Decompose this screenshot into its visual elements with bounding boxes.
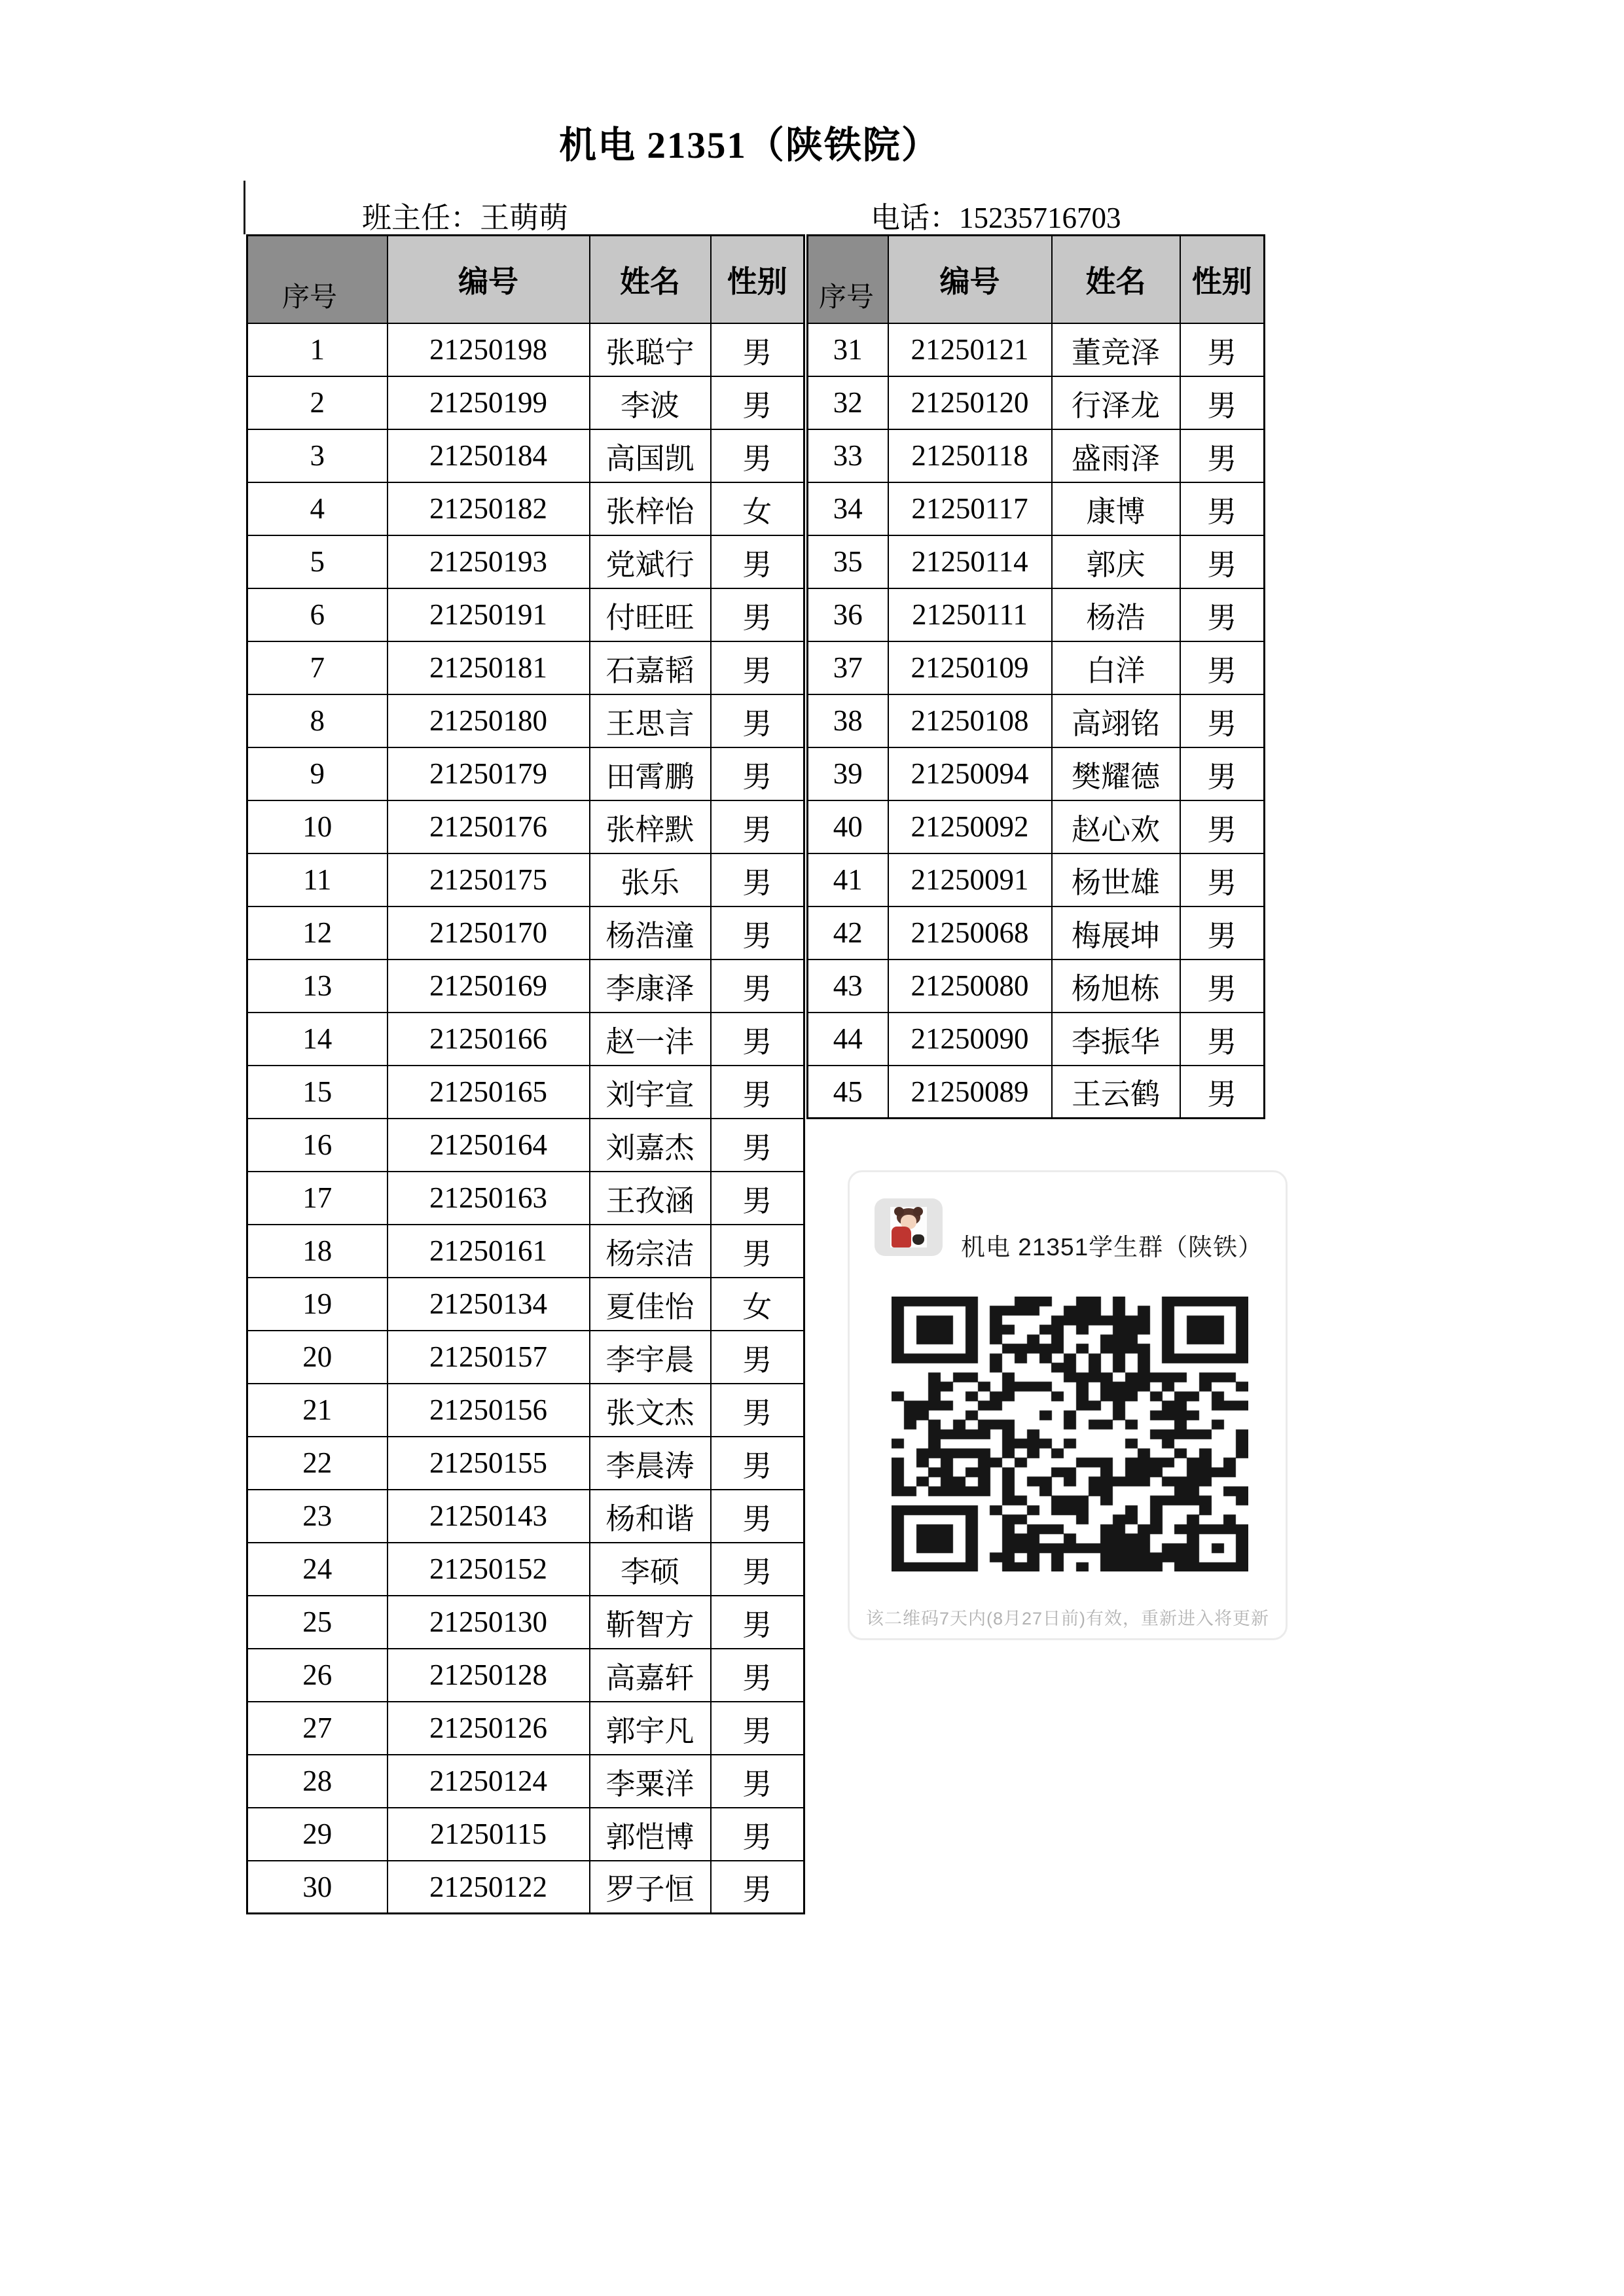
header-no: 序号 (808, 236, 888, 323)
table-row (247, 1119, 804, 1172)
header-id: 编号 (888, 236, 1052, 323)
cell-gender: 男 (711, 1490, 804, 1543)
cell-id: 21250165 (388, 1066, 590, 1119)
cell-no: 29 (247, 1808, 388, 1861)
cell-no: 2 (247, 376, 388, 429)
cell-name: 张聪宁 (590, 323, 711, 376)
table-row (808, 747, 1265, 800)
cell-id: 21250089 (888, 1066, 1052, 1119)
cell-no: 44 (808, 1013, 888, 1066)
table-row (808, 960, 1265, 1013)
cell-id: 21250182 (388, 482, 590, 535)
avatar-held-object (912, 1234, 924, 1245)
table-row (808, 1013, 1265, 1066)
cell-name: 刘宇宣 (590, 1066, 711, 1119)
header-id: 编号 (388, 236, 590, 323)
cell-no: 4 (247, 482, 388, 535)
table-row (247, 1702, 804, 1755)
cell-name: 王云鹤 (1052, 1066, 1180, 1119)
cell-no: 22 (247, 1437, 388, 1490)
table-row (808, 323, 1265, 376)
cell-id: 21250122 (388, 1861, 590, 1914)
table-row (247, 641, 804, 694)
cell-no: 17 (247, 1172, 388, 1225)
table-row (247, 1331, 804, 1384)
table-row (247, 323, 804, 376)
cell-name: 杨浩潼 (590, 906, 711, 960)
cell-gender: 男 (711, 1437, 804, 1490)
cell-name: 郭庆 (1052, 535, 1180, 588)
table-row (247, 1384, 804, 1437)
table-row (808, 588, 1265, 641)
cell-name: 党斌行 (590, 535, 711, 588)
cell-gender: 男 (1180, 588, 1265, 641)
cell-gender: 男 (711, 323, 804, 376)
cell-id: 21250180 (388, 694, 590, 747)
cell-gender: 男 (1180, 906, 1265, 960)
cell-no: 42 (808, 906, 888, 960)
cell-id: 21250163 (388, 1172, 590, 1225)
cell-no: 15 (247, 1066, 388, 1119)
table-row (247, 376, 804, 429)
cell-no: 36 (808, 588, 888, 641)
table-row (808, 429, 1265, 482)
cell-name: 张乐 (590, 853, 711, 906)
cell-name: 高嘉轩 (590, 1649, 711, 1702)
table-row (247, 1278, 804, 1331)
cell-id: 21250114 (888, 535, 1052, 588)
cell-name: 董竞泽 (1052, 323, 1180, 376)
cell-no: 7 (247, 641, 388, 694)
cell-no: 39 (808, 747, 888, 800)
cell-name: 李波 (590, 376, 711, 429)
cell-gender: 男 (1180, 960, 1265, 1013)
cell-id: 21250184 (388, 429, 590, 482)
cell-gender: 男 (711, 800, 804, 853)
cell-no: 23 (247, 1490, 388, 1543)
cell-name: 赵心欢 (1052, 800, 1180, 853)
cell-id: 21250092 (888, 800, 1052, 853)
cell-gender: 男 (711, 1119, 804, 1172)
cell-id: 21250109 (888, 641, 1052, 694)
cell-gender: 男 (1180, 376, 1265, 429)
cell-name: 杨浩 (1052, 588, 1180, 641)
cell-name: 高翊铭 (1052, 694, 1180, 747)
avatar-hair-bun-left (894, 1207, 904, 1216)
cell-id: 21250117 (888, 482, 1052, 535)
cell-no: 12 (247, 906, 388, 960)
cell-gender: 男 (711, 429, 804, 482)
cell-id: 21250118 (888, 429, 1052, 482)
cell-id: 21250166 (388, 1013, 590, 1066)
cell-gender: 男 (711, 1596, 804, 1649)
cell-name: 杨宗洁 (590, 1225, 711, 1278)
cell-no: 14 (247, 1013, 388, 1066)
cell-id: 21250091 (888, 853, 1052, 906)
cell-no: 25 (247, 1596, 388, 1649)
cell-no: 3 (247, 429, 388, 482)
cell-name: 李硕 (590, 1543, 711, 1596)
group-name: 机电 21351学生群（陕铁） (961, 1234, 1263, 1261)
cell-name: 刘嘉杰 (590, 1119, 711, 1172)
cell-no: 41 (808, 853, 888, 906)
cell-gender: 男 (711, 376, 804, 429)
cell-id: 21250134 (388, 1278, 590, 1331)
cell-name: 白洋 (1052, 641, 1180, 694)
phone-label: 电话：15235716703 (871, 202, 1121, 234)
avatar-girl-icon (890, 1207, 927, 1247)
cell-id: 21250080 (888, 960, 1052, 1013)
roster-table-right (806, 234, 1265, 1119)
table-row (247, 1437, 804, 1490)
cell-id: 21250164 (388, 1119, 590, 1172)
table-row (247, 588, 804, 641)
cell-gender: 男 (711, 1225, 804, 1278)
cell-name: 梅展坤 (1052, 906, 1180, 960)
cell-id: 21250198 (388, 323, 590, 376)
cell-id: 21250094 (888, 747, 1052, 800)
header-gender: 性别 (711, 236, 804, 323)
cell-no: 30 (247, 1861, 388, 1914)
cell-id: 21250152 (388, 1543, 590, 1596)
cell-id: 21250170 (388, 906, 590, 960)
table-row (247, 1755, 804, 1808)
cell-id: 21250121 (888, 323, 1052, 376)
table-row (808, 376, 1265, 429)
cell-name: 赵一沣 (590, 1013, 711, 1066)
cell-id: 21250191 (388, 588, 590, 641)
cell-name: 郭宇凡 (590, 1702, 711, 1755)
cell-id: 21250155 (388, 1437, 590, 1490)
cell-id: 21250128 (388, 1649, 590, 1702)
table-row (247, 1596, 804, 1649)
cell-gender: 男 (711, 1066, 804, 1119)
cell-gender: 男 (711, 1013, 804, 1066)
cell-name: 王孜涵 (590, 1172, 711, 1225)
cell-gender: 男 (1180, 694, 1265, 747)
cell-no: 24 (247, 1543, 388, 1596)
table-row (247, 800, 804, 853)
table-row (808, 641, 1265, 694)
cell-id: 21250161 (388, 1225, 590, 1278)
cell-name: 李康泽 (590, 960, 711, 1013)
cell-name: 王思言 (590, 694, 711, 747)
cell-no: 43 (808, 960, 888, 1013)
cell-no: 18 (247, 1225, 388, 1278)
cell-no: 9 (247, 747, 388, 800)
cell-no: 16 (247, 1119, 388, 1172)
cell-gender: 男 (1180, 323, 1265, 376)
header-name: 姓名 (1052, 236, 1180, 323)
table-row (247, 694, 804, 747)
table-row (247, 853, 804, 906)
cell-id: 21250124 (388, 1755, 590, 1808)
table-row (808, 482, 1265, 535)
cell-id: 21250120 (888, 376, 1052, 429)
cell-name: 张文杰 (590, 1384, 711, 1437)
cell-no: 5 (247, 535, 388, 588)
cell-gender: 男 (711, 1172, 804, 1225)
cell-id: 21250126 (388, 1702, 590, 1755)
cell-no: 27 (247, 1702, 388, 1755)
table-row (247, 1808, 804, 1861)
cell-name: 夏佳怡 (590, 1278, 711, 1331)
table-row (808, 1066, 1265, 1119)
cell-id: 21250157 (388, 1331, 590, 1384)
cell-no: 10 (247, 800, 388, 853)
qr-validity-caption: 该二维码7天内(8月27日前)有效，重新进入将更新 (865, 1609, 1270, 1628)
cell-name: 康博 (1052, 482, 1180, 535)
cell-gender: 男 (711, 1808, 804, 1861)
table-row (247, 1013, 804, 1066)
header-row (247, 236, 804, 323)
cell-name: 罗子恒 (590, 1861, 711, 1914)
cell-id: 21250130 (388, 1596, 590, 1649)
cell-name: 杨旭栋 (1052, 960, 1180, 1013)
cell-id: 21250143 (388, 1490, 590, 1543)
cell-no: 34 (808, 482, 888, 535)
table-row (247, 429, 804, 482)
cell-name: 李粟洋 (590, 1755, 711, 1808)
cell-no: 40 (808, 800, 888, 853)
group-avatar (875, 1198, 943, 1256)
cell-id: 21250193 (388, 535, 590, 588)
cell-gender: 男 (1180, 641, 1265, 694)
cell-gender: 男 (1180, 853, 1265, 906)
cell-gender: 男 (1180, 482, 1265, 535)
cell-id: 21250156 (388, 1384, 590, 1437)
cell-name: 樊耀德 (1052, 747, 1180, 800)
cell-gender: 男 (1180, 1013, 1265, 1066)
cell-name: 田霄鹏 (590, 747, 711, 800)
cell-gender: 男 (711, 1861, 804, 1914)
cell-gender: 男 (711, 1384, 804, 1437)
table-row (808, 906, 1265, 960)
cell-id: 21250108 (888, 694, 1052, 747)
cell-gender: 男 (711, 1331, 804, 1384)
cell-gender: 男 (711, 853, 804, 906)
table-row (247, 906, 804, 960)
cell-gender: 男 (711, 960, 804, 1013)
table-row (247, 1225, 804, 1278)
cell-gender: 男 (1180, 747, 1265, 800)
cell-gender: 女 (711, 1278, 804, 1331)
table-row (808, 694, 1265, 747)
cell-no: 45 (808, 1066, 888, 1119)
cell-id: 21250068 (888, 906, 1052, 960)
cell-id: 21250181 (388, 641, 590, 694)
header-name: 姓名 (590, 236, 711, 323)
cell-no: 31 (808, 323, 888, 376)
cell-name: 靳智方 (590, 1596, 711, 1649)
qr-code (892, 1297, 1248, 1571)
cell-gender: 男 (711, 1543, 804, 1596)
cell-gender: 男 (711, 588, 804, 641)
table-row (247, 1066, 804, 1119)
cell-no: 13 (247, 960, 388, 1013)
cell-name: 李宇晨 (590, 1331, 711, 1384)
cell-gender: 男 (711, 1702, 804, 1755)
table-row (247, 1172, 804, 1225)
roster-table-left (246, 234, 805, 1914)
cell-gender: 男 (711, 747, 804, 800)
cell-gender: 男 (1180, 800, 1265, 853)
table-row (808, 853, 1265, 906)
cell-id: 21250179 (388, 747, 590, 800)
cell-no: 1 (247, 323, 388, 376)
cell-id: 21250175 (388, 853, 590, 906)
table-row (247, 535, 804, 588)
cell-no: 19 (247, 1278, 388, 1331)
avatar-hair-bun-right (913, 1207, 923, 1216)
cell-name: 郭恺博 (590, 1808, 711, 1861)
cell-name: 石嘉韬 (590, 641, 711, 694)
table-row (808, 800, 1265, 853)
table-row (247, 747, 804, 800)
cell-gender: 男 (711, 906, 804, 960)
cell-gender: 男 (1180, 535, 1265, 588)
cell-no: 26 (247, 1649, 388, 1702)
table-row (247, 960, 804, 1013)
cell-no: 20 (247, 1331, 388, 1384)
cell-gender: 男 (711, 694, 804, 747)
cell-gender: 女 (711, 482, 804, 535)
cell-id: 21250090 (888, 1013, 1052, 1066)
cell-name: 付旺旺 (590, 588, 711, 641)
cell-no: 8 (247, 694, 388, 747)
cell-no: 37 (808, 641, 888, 694)
cell-name: 盛雨泽 (1052, 429, 1180, 482)
avatar-red-clothes (892, 1227, 911, 1247)
cell-name: 李晨涛 (590, 1437, 711, 1490)
cell-gender: 男 (711, 535, 804, 588)
cell-no: 6 (247, 588, 388, 641)
cell-name: 行泽龙 (1052, 376, 1180, 429)
cell-id: 21250111 (888, 588, 1052, 641)
cell-no: 33 (808, 429, 888, 482)
cell-no: 32 (808, 376, 888, 429)
cell-id: 21250115 (388, 1808, 590, 1861)
wechat-group-qr-card (848, 1170, 1288, 1640)
cell-name: 杨世雄 (1052, 853, 1180, 906)
cell-gender: 男 (711, 1755, 804, 1808)
cell-name: 杨和谐 (590, 1490, 711, 1543)
page-title: 机电 21351（陕铁院） (559, 125, 940, 166)
cell-no: 28 (247, 1755, 388, 1808)
table-row (247, 1649, 804, 1702)
cell-name: 张梓默 (590, 800, 711, 853)
cell-no: 38 (808, 694, 888, 747)
header-gender: 性别 (1180, 236, 1265, 323)
cell-gender: 男 (1180, 429, 1265, 482)
cell-gender: 男 (711, 641, 804, 694)
cell-name: 张梓怡 (590, 482, 711, 535)
cell-no: 35 (808, 535, 888, 588)
cell-id: 21250169 (388, 960, 590, 1013)
table-row (247, 1543, 804, 1596)
teacher-label: 班主任：王萌萌 (362, 202, 569, 234)
cell-no: 21 (247, 1384, 388, 1437)
info-row-left-border (244, 181, 245, 234)
cell-name: 李振华 (1052, 1013, 1180, 1066)
cell-id: 21250176 (388, 800, 590, 853)
cell-gender: 男 (711, 1649, 804, 1702)
table-row (808, 535, 1265, 588)
table-row (247, 482, 804, 535)
cell-gender: 男 (1180, 1066, 1265, 1119)
header-no: 序号 (247, 236, 388, 323)
cell-no: 11 (247, 853, 388, 906)
table-row (247, 1490, 804, 1543)
table-row (247, 1861, 804, 1914)
cell-name: 高国凯 (590, 429, 711, 482)
cell-id: 21250199 (388, 376, 590, 429)
header-row (808, 236, 1265, 323)
